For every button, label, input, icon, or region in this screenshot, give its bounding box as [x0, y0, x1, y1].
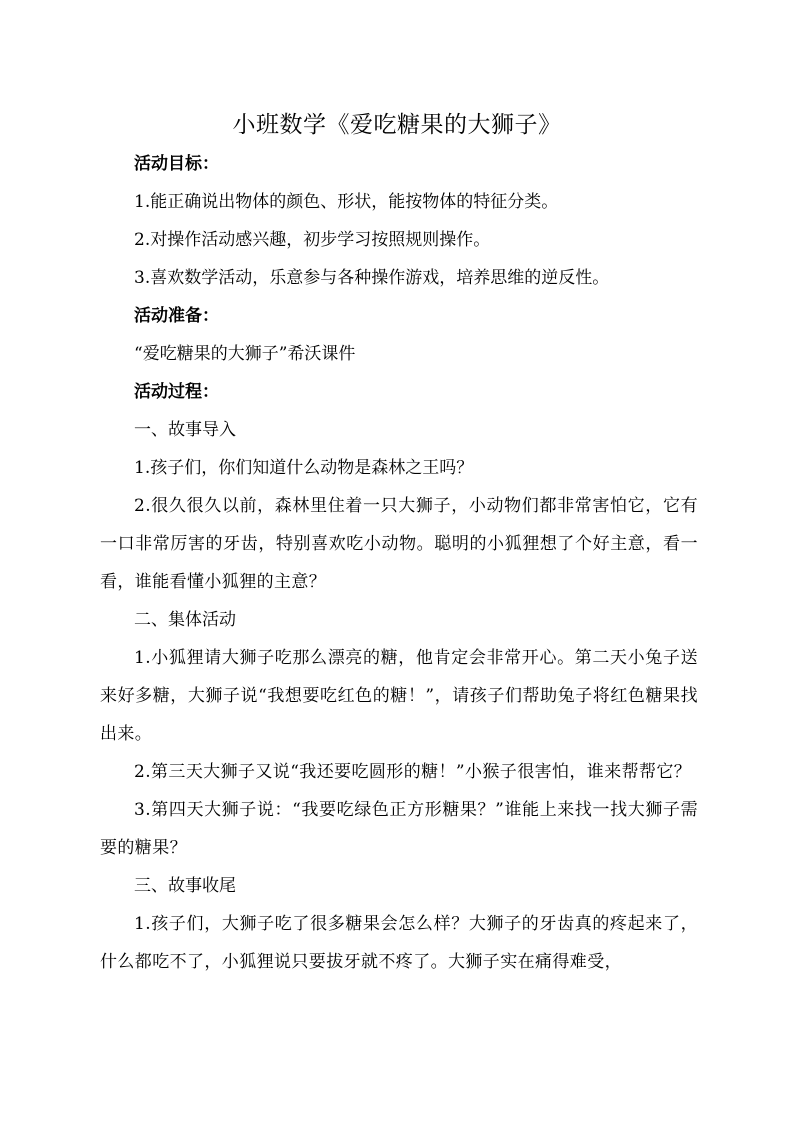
goals-heading: 活动目标：: [134, 154, 219, 174]
process-heading: 活动过程：: [134, 382, 219, 402]
section-heading-1: 一、故事导入: [134, 420, 236, 440]
section-2-paragraph-2: 2.第三天大狮子又说“我还要吃圆形的糖！”小猴子很害怕，谁来帮帮它？: [134, 762, 692, 782]
prep-heading: 活动准备：: [134, 306, 219, 326]
goal-item-2: 2.对操作活动感兴趣，初步学习按照规则操作。: [134, 230, 491, 250]
section-2-paragraph-3: 3.第四天大狮子说：“我要吃绿色正方形糖果？”谁能上来找一找大狮子需要的糖果？: [100, 800, 698, 858]
prep-text: “爱吃糖果的大狮子”希沃课件: [134, 344, 356, 364]
section-heading-2: 二、集体活动: [134, 610, 236, 630]
document-body: [100, 145, 698, 981]
document-title: 小班数学《爱吃糖果的大狮子》: [232, 112, 562, 138]
section-2-paragraph-1: 1.小狐狸请大狮子吃那么漂亮的糖，他肯定会非常开心。第二天小兔子送来好多糖，大狮子说“我想要吃红色的糖！”，请孩子们帮助兔子将红色糖果找出来。: [100, 648, 698, 744]
section-3-paragraph-1: 1.孩子们，大狮子吃了很多糖果会怎么样？大狮子的牙齿真的疼起来了，什么都吃不了，小狐狸说只要拔牙就不疼了。大狮子实在痛得难受，: [100, 914, 698, 972]
section-1-paragraph-1: 1.孩子们，你们知道什么动物是森林之王吗？: [134, 458, 474, 478]
section-heading-3: 三、故事收尾: [134, 876, 236, 896]
section-1-paragraph-2: 2.很久很久以前，森林里住着一只大狮子，小动物们都非常害怕它，它有一口非常厉害的牙齿，特别喜欢吃小动物。聪明的小狐狸想了个好主意，看一看，谁能看懂小狐狸的主意？: [100, 496, 698, 592]
goal-item-1: 1.能正确说出物体的颜色、形状，能按物体的特征分类。: [134, 192, 559, 212]
goal-item-3: 3.喜欢数学活动，乐意参与各种操作游戏，培养思维的逆反性。: [134, 268, 610, 288]
